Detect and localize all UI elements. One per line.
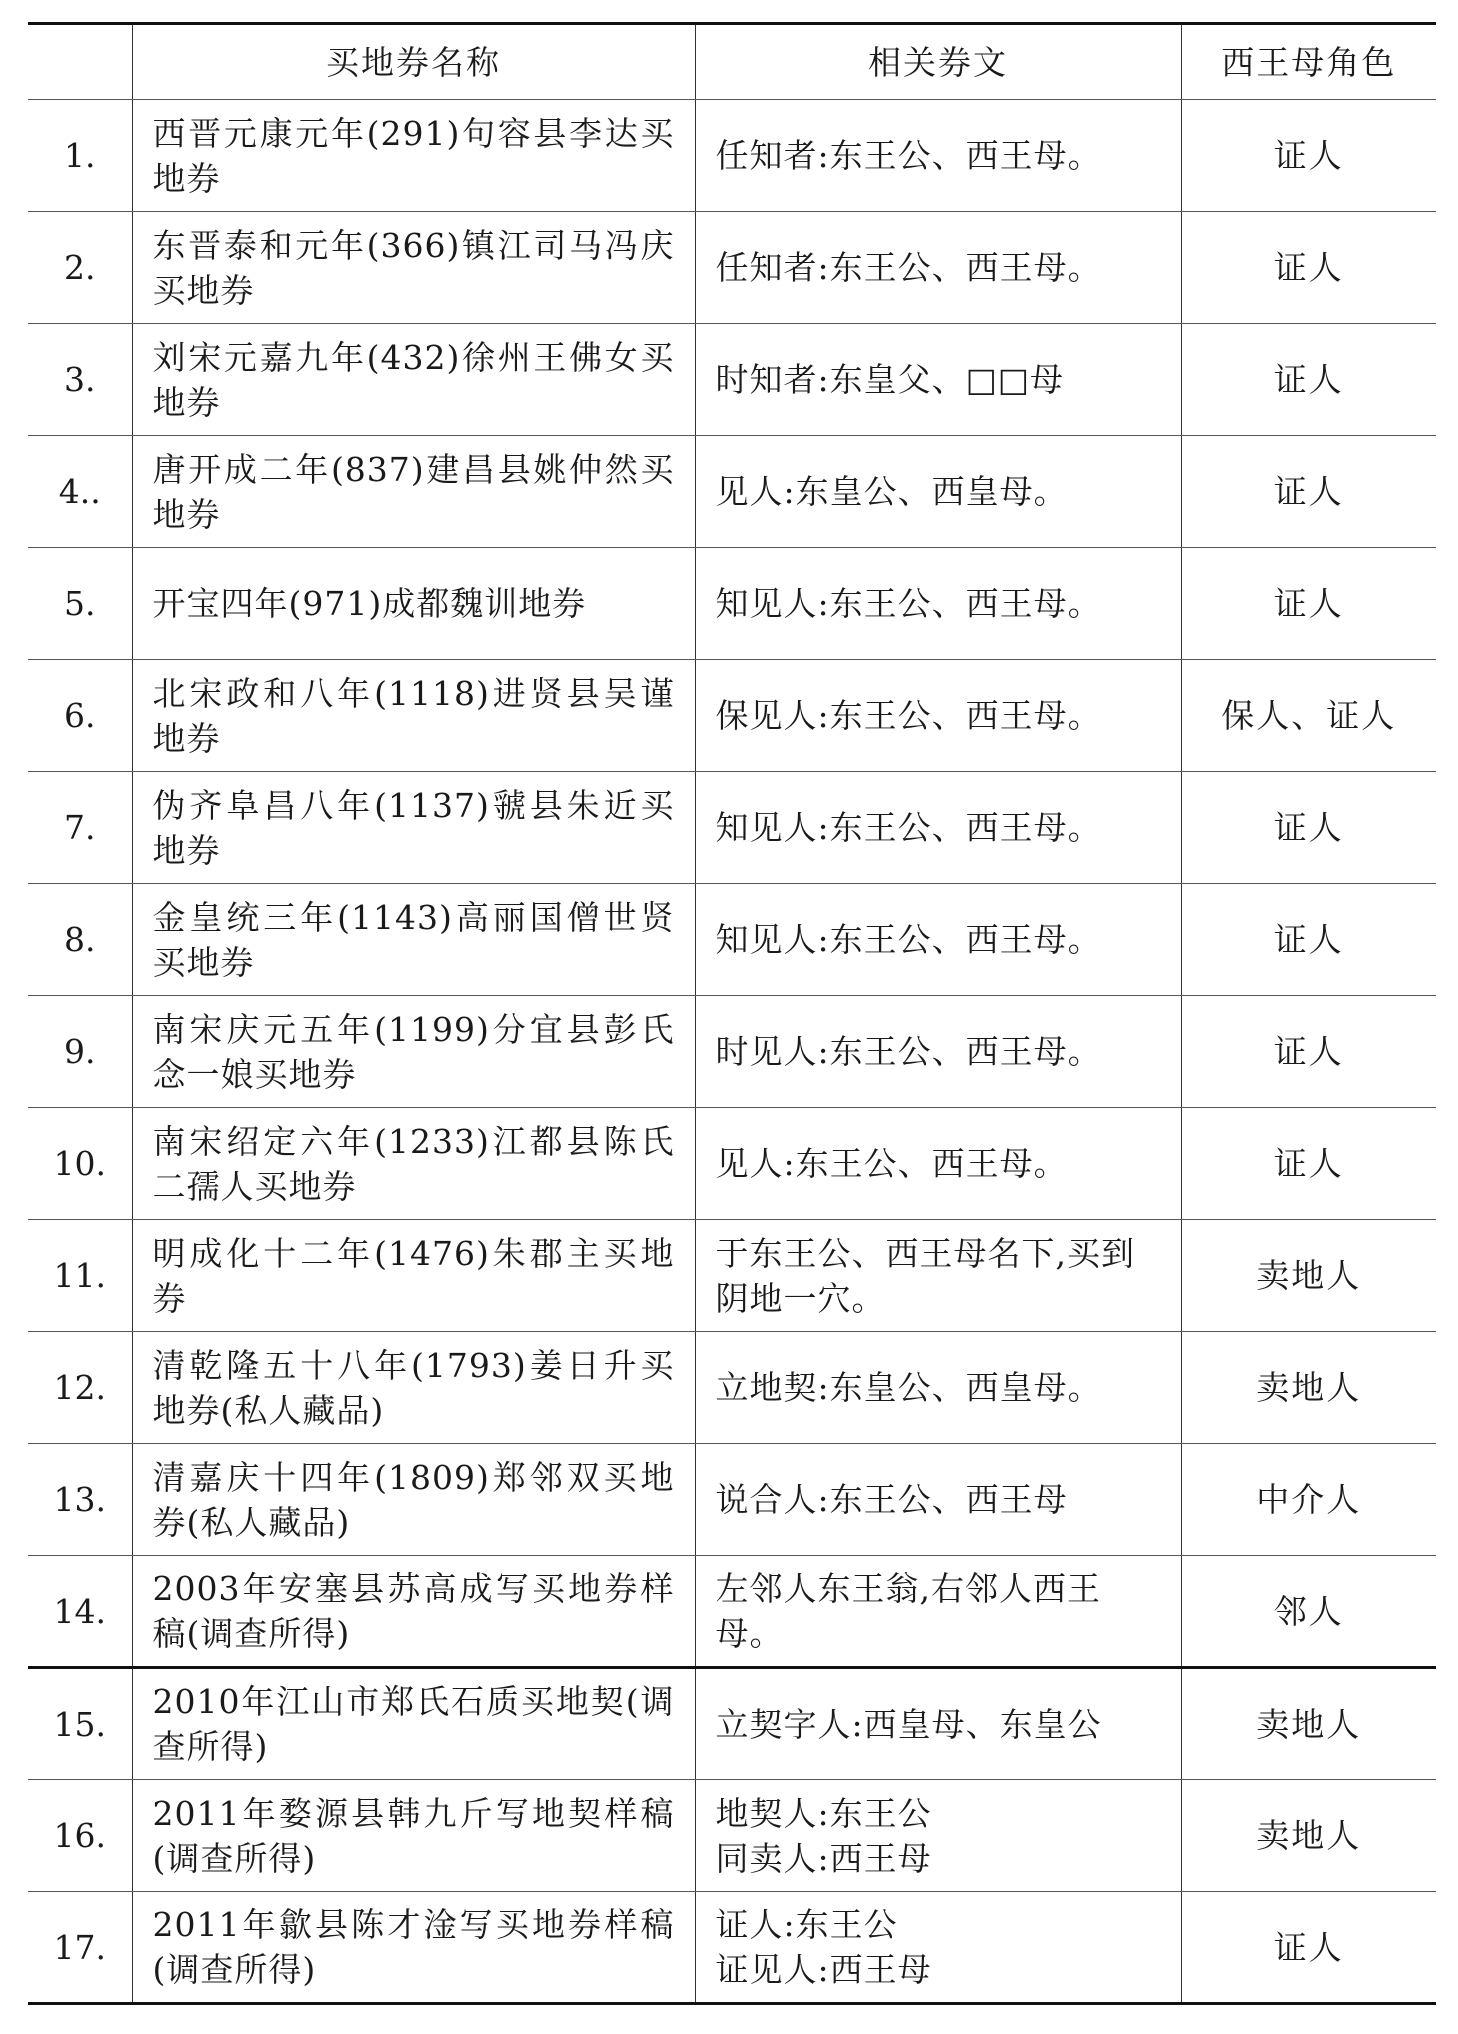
table-row	[28, 1892, 1436, 2004]
contract-text-cell	[695, 660, 1181, 772]
contract-text-line: 任知者:东王公、西王母。	[715, 248, 1102, 287]
contract-name-cell: 金皇统三年(1143)高丽国僧世贤买地券	[132, 884, 695, 996]
xiwangmu-role-cell: 邻人	[1181, 1556, 1436, 1668]
xiwangmu-role-cell: 保人、证人	[1181, 660, 1436, 772]
xiwangmu-role-cell: 卖地人	[1181, 1780, 1436, 1892]
row-number: 5.	[28, 548, 132, 660]
row-number: 17.	[28, 1892, 132, 2004]
contract-name-cell: 2003年安塞县苏高成写买地券样稿(调查所得)	[132, 1556, 695, 1668]
table-row	[28, 1668, 1436, 1780]
header-contract-name: 买地券名称	[132, 24, 695, 100]
contract-text-line: 时知者:东皇父、□□母	[715, 360, 1064, 399]
row-number: 10.	[28, 1108, 132, 1220]
contract-name-cell: 东晋泰和元年(366)镇江司马冯庆买地券	[132, 212, 695, 324]
contract-text-line: 同卖人:西王母	[715, 1838, 932, 1878]
table-row	[28, 1332, 1436, 1444]
contract-name-cell: 明成化十二年(1476)朱郡主买地券	[132, 1220, 695, 1332]
contract-text-line: 知见人:东王公、西王母。	[715, 808, 1102, 847]
table-row	[28, 1444, 1436, 1556]
xiwangmu-role-cell: 卖地人	[1181, 1332, 1436, 1444]
row-number: 15.	[28, 1668, 132, 1780]
header-xiwangmu-role: 西王母角色	[1181, 24, 1436, 100]
contract-text-line: 保见人:东王公、西王母。	[715, 696, 1102, 735]
row-number: 4..	[28, 436, 132, 548]
xiwangmu-role-cell: 证人	[1181, 884, 1436, 996]
contract-text-cell	[695, 1444, 1181, 1556]
table-row	[28, 1556, 1436, 1668]
contract-text-line: 说合人:东王公、西王母	[715, 1480, 1068, 1519]
table-row	[28, 772, 1436, 884]
row-number: 9.	[28, 996, 132, 1108]
row-number: 1.	[28, 100, 132, 212]
contract-text-cell	[695, 772, 1181, 884]
contract-text-line: 知见人:东王公、西王母。	[715, 584, 1102, 623]
row-number: 2.	[28, 212, 132, 324]
contract-name-cell: 清嘉庆十四年(1809)郑邻双买地券(私人藏品)	[132, 1444, 695, 1556]
table-row	[28, 212, 1436, 324]
contract-text-line: 证见人:西王母	[715, 1950, 932, 1989]
row-number: 8.	[28, 884, 132, 996]
contract-text-cell	[695, 1556, 1181, 1668]
contract-text-cell	[695, 436, 1181, 548]
xiwangmu-role-cell: 证人	[1181, 548, 1436, 660]
contract-name-cell: 北宋政和八年(1118)进贤县吴谨地券	[132, 660, 695, 772]
contract-text-line: 证人:东王公	[715, 1905, 898, 1944]
contract-text-cell	[695, 1108, 1181, 1220]
row-number: 12.	[28, 1332, 132, 1444]
row-number: 3.	[28, 324, 132, 436]
header-index	[28, 24, 132, 100]
table-row	[28, 436, 1436, 548]
contract-text-line: 任知者:东王公、西王母。	[715, 136, 1102, 175]
table-row	[28, 996, 1436, 1108]
row-number: 6.	[28, 660, 132, 772]
table-row	[28, 324, 1436, 436]
contract-text-line: 地契人:东王公	[715, 1793, 932, 1833]
contract-text-cell	[695, 1668, 1181, 1780]
contract-name-cell: 刘宋元嘉九年(432)徐州王佛女买地券	[132, 324, 695, 436]
contracts-table	[28, 22, 1436, 2005]
contract-name-cell: 唐开成二年(837)建昌县姚仲然买地券	[132, 436, 695, 548]
table-row	[28, 100, 1436, 212]
contract-name-cell: 2011年婺源县韩九斤写地契样稿(调查所得)	[132, 1780, 695, 1892]
xiwangmu-role-cell: 中介人	[1181, 1444, 1436, 1556]
xiwangmu-role-cell: 证人	[1181, 100, 1436, 212]
contract-text-cell	[695, 1780, 1181, 1892]
table-row	[28, 1108, 1436, 1220]
header-contract-text: 相关券文	[695, 24, 1181, 100]
contract-text-line: 左邻人东王翁,右邻人西王母。	[715, 1569, 1101, 1653]
table-row	[28, 884, 1436, 996]
contract-text-cell	[695, 324, 1181, 436]
contract-name-cell: 伪齐阜昌八年(1137)虢县朱近买地券	[132, 772, 695, 884]
contract-text-line: 立契字人:西皇母、东皇公	[715, 1704, 1102, 1744]
contract-text-cell	[695, 1892, 1181, 2004]
contract-text-cell	[695, 1220, 1181, 1332]
xiwangmu-role-cell: 卖地人	[1181, 1668, 1436, 1780]
row-number: 13.	[28, 1444, 132, 1556]
table-body	[28, 100, 1436, 2004]
contract-text-line: 立地契:东皇公、西皇母。	[715, 1368, 1102, 1407]
contract-text-cell	[695, 212, 1181, 324]
contract-name-cell: 南宋庆元五年(1199)分宜县彭氏念一娘买地券	[132, 996, 695, 1108]
contract-text-line: 于东王公、西王母名下,买到阴地一穴。	[715, 1233, 1135, 1318]
contract-text-line: 见人:东王公、西王母。	[715, 1144, 1068, 1183]
row-number: 14.	[28, 1556, 132, 1668]
xiwangmu-role-cell: 证人	[1181, 996, 1436, 1108]
contract-name-cell: 西晋元康元年(291)句容县李达买地券	[132, 100, 695, 212]
xiwangmu-role-cell: 卖地人	[1181, 1220, 1436, 1332]
xiwangmu-role-cell: 证人	[1181, 772, 1436, 884]
table-row	[28, 1780, 1436, 1892]
xiwangmu-role-cell: 证人	[1181, 212, 1436, 324]
xiwangmu-role-cell: 证人	[1181, 324, 1436, 436]
contract-name-cell: 2010年江山市郑氏石质买地契(调查所得)	[132, 1668, 695, 1780]
xiwangmu-role-cell: 证人	[1181, 1892, 1436, 2004]
contract-text-cell	[695, 884, 1181, 996]
row-number: 7.	[28, 772, 132, 884]
table-row	[28, 660, 1436, 772]
table-header	[28, 24, 1436, 100]
contract-name-cell: 开宝四年(971)成都魏训地券	[132, 548, 695, 660]
xiwangmu-role-cell: 证人	[1181, 436, 1436, 548]
contract-text-cell	[695, 1332, 1181, 1444]
table-row	[28, 548, 1436, 660]
contract-name-cell: 清乾隆五十八年(1793)姜日升买地券(私人藏品)	[132, 1332, 695, 1444]
row-number: 11.	[28, 1220, 132, 1332]
contract-text-cell	[695, 548, 1181, 660]
contract-name-cell: 南宋绍定六年(1233)江都县陈氏二孺人买地券	[132, 1108, 695, 1220]
contract-text-line: 时见人:东王公、西王母。	[715, 1032, 1102, 1071]
contract-name-cell: 2011年歙县陈才淦写买地券样稿(调查所得)	[132, 1892, 695, 2004]
xiwangmu-role-cell: 证人	[1181, 1108, 1436, 1220]
contract-text-line: 见人:东皇公、西皇母。	[715, 472, 1068, 511]
contract-text-cell	[695, 996, 1181, 1108]
table-row	[28, 1220, 1436, 1332]
contract-text-line: 知见人:东王公、西王母。	[715, 920, 1102, 959]
header-row	[28, 24, 1436, 100]
row-number: 16.	[28, 1780, 132, 1892]
contract-text-cell	[695, 100, 1181, 212]
